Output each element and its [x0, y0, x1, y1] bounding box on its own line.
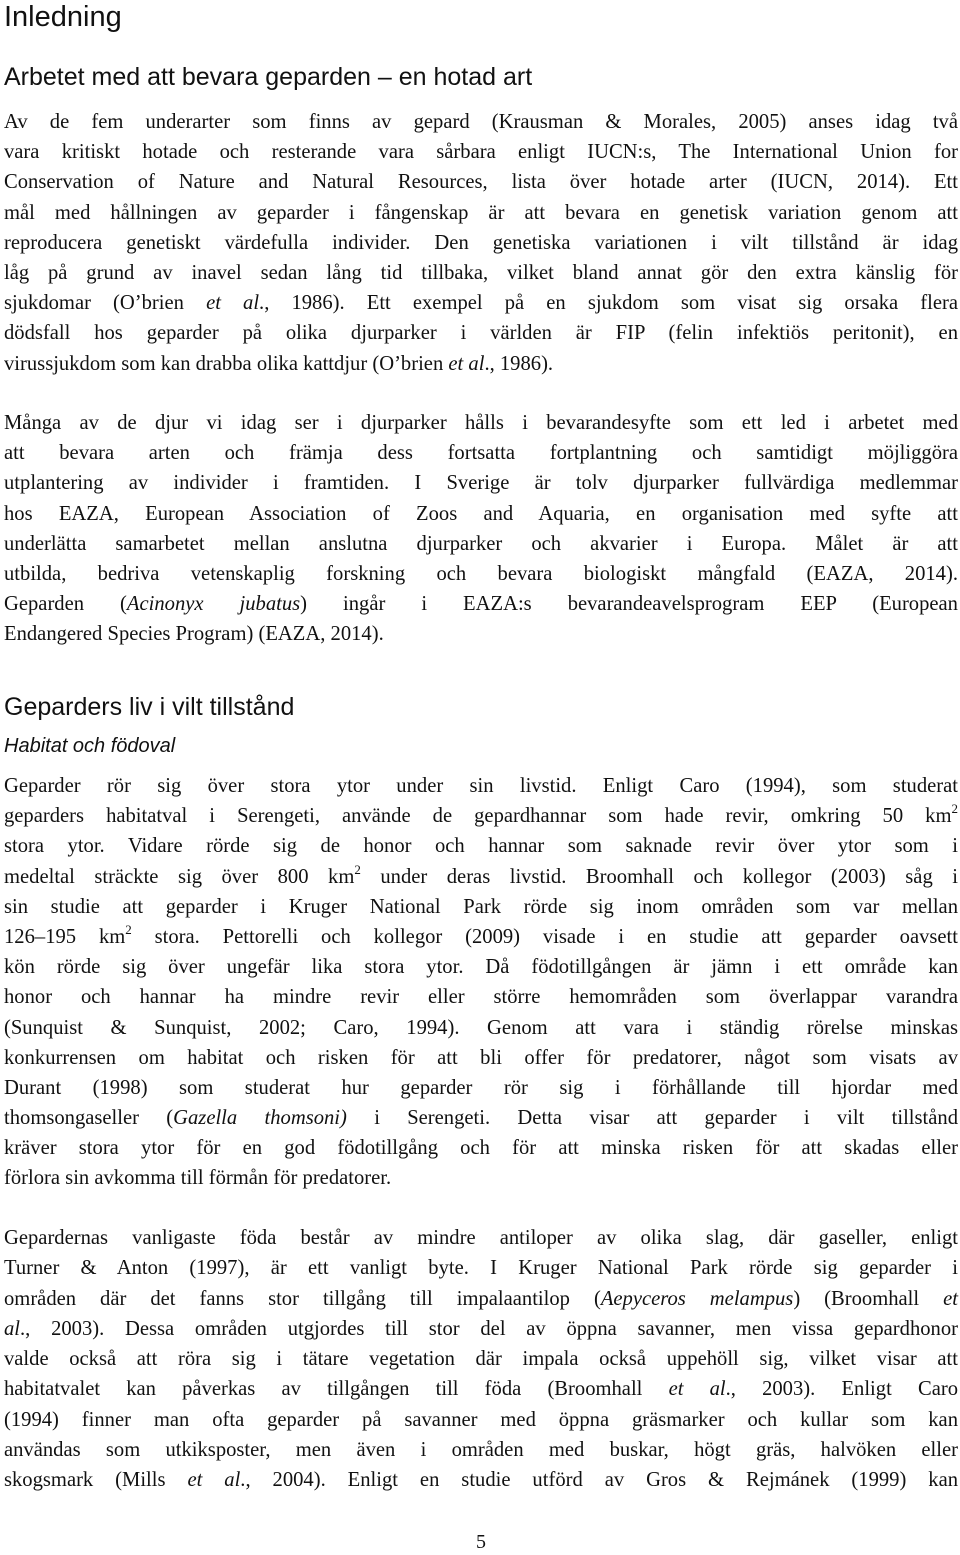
text-line: att bevara arten och främja dess fortsatta fortplantning och samtidigt möjliggöra — [4, 442, 958, 465]
superscript: 2 — [125, 921, 132, 937]
text-line: stora ytor. Vidare rörde sig de honor och hannar som saknade revir över ytor som i — [4, 835, 958, 858]
text-line: Geparden (Acinonyx jubatus) ingår i EAZA:s bevarandeavelsprogram EEP (European — [4, 593, 958, 616]
text-line: kräver stora ytor för en god födotillgång och för att minska risken för att skadas eller — [4, 1137, 958, 1160]
italic-term: et al — [448, 352, 485, 375]
text-line: Geparder rör sig över stora ytor under sin livstid. Enligt Caro (1994), som studerat — [4, 775, 958, 797]
text-line: Endangered Species Program) (EAZA, 2014). — [4, 623, 384, 646]
italic-term: Aepyceros melampus — [600, 1287, 794, 1310]
subsection-heading-habitat: Habitat och födoval — [4, 735, 176, 757]
superscript: 2 — [354, 861, 361, 877]
text-line: valde också att röra sig i tätare vegetation där impala också uppehöll sig, vilket visar att — [4, 1348, 958, 1371]
text-line: utplantering av individer i framtiden. I Sverige är tolv djurparker fullvärdiga medlemmar — [4, 472, 958, 495]
text-line: Conservation of Nature and Natural Resources, lista över hotade arter (IUCN, 2014). Ett — [4, 171, 958, 194]
paragraph — [4, 1223, 958, 1496]
text-line: underlätta samarbetet mellan anslutna djurparker och akvarier i Europa. Målet är att — [4, 532, 958, 555]
text-line: (1994) finner man ofta geparder på savanner med öppna gräsmarker och kullar som kan — [4, 1408, 958, 1431]
text-line: habitatvalet kan påverkas av tillgången till föda (Broomhall et al., 2003). Enligt Caro — [4, 1378, 958, 1401]
italic-term: et — [943, 1287, 958, 1310]
text-line: konkurrensen om habitat och risken för att bli offer för predatorer, något som visats av — [4, 1046, 958, 1069]
text-line: vara kritiskt hotade och resterande vara sårbara enligt IUCN:s, The International Union for — [4, 141, 958, 164]
text-line: 126–195 $km^2$ stora. Pettorelli och kollegor (2009) visade i en studie att geparder oavsett — [4, 921, 958, 948]
italic-term: et al — [206, 292, 260, 315]
italic-term: Acinonyx jubatus — [126, 593, 301, 616]
main-heading: Inledning — [4, 1, 122, 33]
italic-term: et al — [668, 1378, 726, 1401]
text-line: utbilda, bedriva vetenskaplig forskning och bevara biologiskt mångfald (EAZA, 2014). — [4, 562, 958, 585]
superscript: 2 — [951, 801, 958, 817]
section-heading-wild: Geparders liv i vilt tillstånd — [4, 693, 295, 721]
text-line: områden där det fanns stor tillgång till impalaantilop (Aepyceros melampus) (Broomhall et — [4, 1287, 958, 1310]
text-line: kön rörde sig över ungefär lika stora ytor. Då födotillgången är jämn i ett område kan — [4, 956, 958, 979]
text-line: Av de fem underarter som finns av gepard (Krausman & Morales, 2005) anses idag två — [4, 111, 958, 133]
paragraph — [4, 107, 958, 379]
text-line: Durant (1998) som studerat hur geparder rör sig i förhållande till hjordar med — [4, 1076, 958, 1099]
paragraph — [4, 771, 958, 1194]
text-line: hos EAZA, European Association of Zoos and Aquaria, en organisation med syfte att — [4, 502, 958, 525]
text-line: låg på grund av inavel sedan lång tid tillbaka, vilket bland annat gör den extra känslig för — [4, 261, 958, 284]
text-line: geparders habitatval i Serengeti, använde de gepardhannar som hade revir, omkring 50 $km^2$ — [4, 801, 958, 828]
italic-term: Gazella thomsoni) — [173, 1107, 347, 1130]
text-line: sjukdomar (O’brien et al., 1986). Ett exempel på en sjukdom som visat sig orsaka flera — [4, 292, 958, 315]
text-line: Gepardernas vanligaste föda består av mindre antiloper av olika slag, där gaseller, enligt — [4, 1227, 958, 1249]
text-line: reproducera genetiskt värdefulla individer. Den genetiska variationen i vilt tillstånd är idag — [4, 231, 958, 254]
text-line: virussjukdom som kan drabba olika kattdjur (O’brien et al., 1986). — [4, 352, 554, 375]
text-line: förlora sin avkomma till förmån för predatorer. — [4, 1167, 392, 1190]
text-line: Många av de djur vi idag ser i djurparker hålls i bevarandesyfte som ett led i arbetet med — [4, 412, 958, 434]
text-line: dödsfall hos geparder på olika djurparker i världen är FIP (felin infektiös peritonit), en — [4, 322, 958, 345]
text-line: honor och hannar ha mindre revir eller större hemområden som överlappar varandra — [4, 986, 958, 1009]
text-line: sin studie att geparder i Kruger National Park rörde sig inom områden som var mellan — [4, 895, 958, 918]
text-line: al., 2003). Dessa områden utgjordes till stor del av öppna savanner, men vissa gepardhonor — [4, 1317, 958, 1340]
paragraph — [4, 408, 958, 650]
text-line: thomsongaseller (Gazella thomsoni) i Serengeti. Detta visar att geparder i vilt tillstånd — [4, 1107, 959, 1130]
text-line: (Sunquist & Sunquist, 2002; Caro, 1994). Genom att vara i ständig rörelse minskas — [4, 1016, 958, 1039]
text-line: Turner & Anton (1997), är ett vanligt byte. I Kruger National Park rörde sig geparder i — [4, 1257, 958, 1280]
text-line: medeltal sträckte sig över 800 $km^2$ under deras livstid. Broomhall och kollegor (2003) såg i — [4, 861, 958, 888]
page-number: 5 — [476, 1531, 486, 1553]
italic-term: et al — [187, 1469, 241, 1492]
text-line: skogsmark (Mills et al., 2004). Enligt en studie utförd av Gros & Rejmánek (1999) kan — [4, 1469, 959, 1492]
section-heading-conservation: Arbetet med att bevara geparden – en hotad art — [4, 63, 533, 91]
italic-term: al — [4, 1317, 21, 1340]
text-line: användas som utkiksposter, men även i områden med buskar, högt gräs, halvöken eller — [4, 1439, 958, 1462]
text-line: mål med hållningen av geparder i fångenskap är att bevara en genetisk variation genom att — [4, 201, 958, 224]
